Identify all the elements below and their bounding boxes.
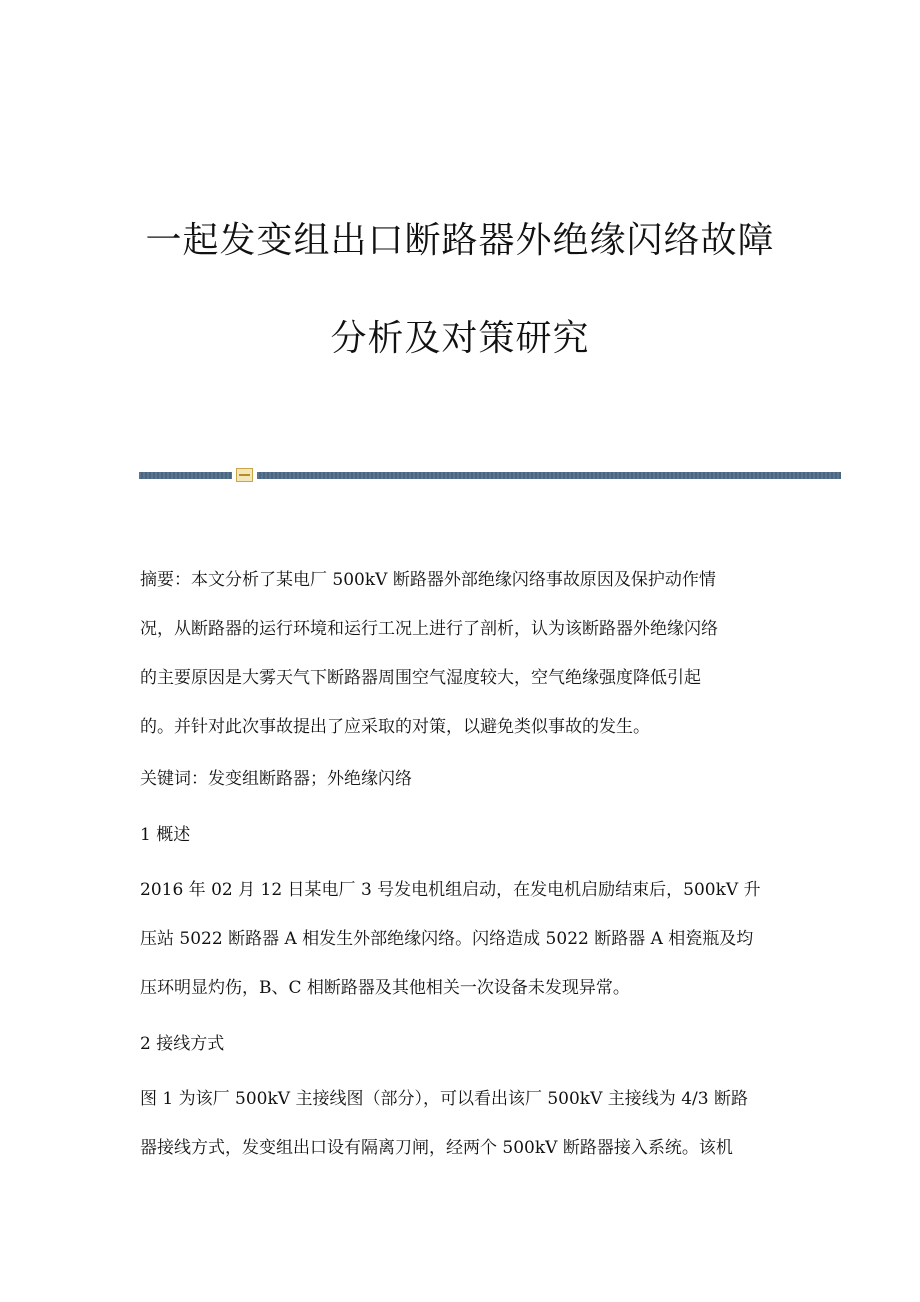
section-2-line: 图 1 为该厂 500kV 主接线图（部分），可以看出该厂 500kV 主接线为 4/3 断路 — [140, 1089, 748, 1109]
keywords-paragraph — [140, 755, 780, 804]
abstract-line: 的。并针对此次事故提出了应采取的对策，以避免类似事故的发生。 — [140, 717, 650, 737]
section-1-paragraph — [140, 866, 780, 1013]
decorative-divider — [139, 468, 841, 482]
section-2-heading: 2 接线方式 — [140, 1034, 225, 1054]
section-2-line: 器接线方式，发变组出口设有隔离刀闸，经两个 500kV 断路器接入系统。该机 — [140, 1138, 733, 1158]
abstract-line: 况，从断路器的运行环境和运行工况上进行了剖析，认为该断路器外绝缘闪络 — [140, 619, 718, 639]
keywords-text: 关键词：发变组断路器；外绝缘闪络 — [140, 769, 412, 789]
section-1-heading: 1 概述 — [140, 825, 191, 845]
divider-bar-right — [257, 472, 841, 479]
abstract-line: 摘要：本文分析了某电厂 500kV 断路器外部绝缘闪络事故原因及保护动作情 — [140, 570, 716, 590]
section-1-line: 2016 年 02 月 12 日某电厂 3 号发电机组启动，在发电机启励结束后，500kV 升 — [140, 880, 761, 900]
section-2-heading-block — [140, 1020, 780, 1069]
section-1-line: 压站 5022 断路器 A 相发生外部绝缘闪络。闪络造成 5022 断路器 A 相瓷瓶及均 — [140, 929, 754, 949]
divider-bar-left — [139, 472, 232, 479]
ornament-icon — [236, 468, 253, 482]
section-1-heading-block — [140, 811, 780, 860]
abstract-paragraph — [140, 556, 780, 752]
section-1-line: 压环明显灼伤，B、C 相断路器及其他相关一次设备未发现异常。 — [140, 978, 630, 998]
abstract-line: 的主要原因是大雾天气下断路器周围空气湿度较大，空气绝缘强度降低引起 — [140, 668, 701, 688]
document-title-line-2: 分析及对策研究 — [330, 318, 590, 359]
document-title-line-1: 一起发变组出口断路器外绝缘闪络故障 — [145, 220, 775, 261]
section-2-paragraph — [140, 1075, 780, 1173]
